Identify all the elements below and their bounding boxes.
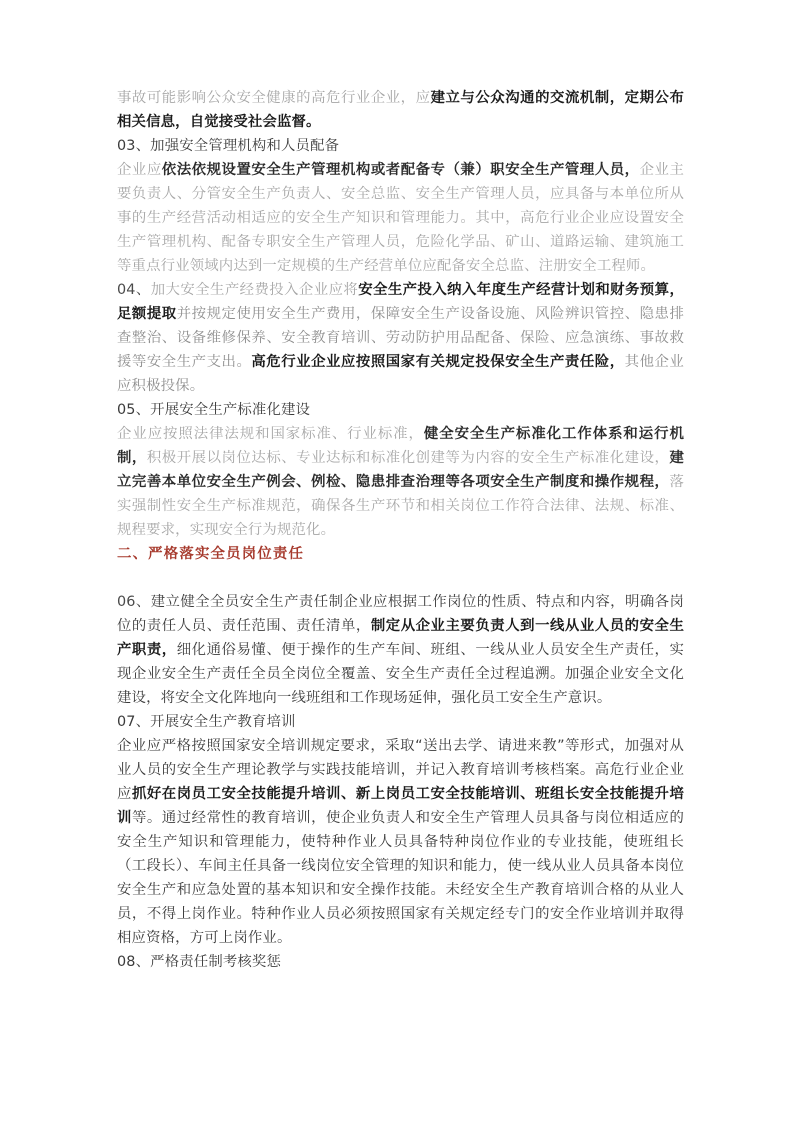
text-run: 04、 [117,282,151,298]
text-run: 建立健全全员安全生产责任制企业应根据工作岗位的性质、特点和内容，明确各岗位的责任人员、责任范围、责任清单， [117,594,684,634]
section-03-title [117,134,684,158]
text-run: 企业主要负责人、分管安全生产负责人、安全总监、安全生产管理人员，应具备与本单位所从事的生产经营活动相适应的安全生产知识和管理能力。其中，高危行业企业应设置安全生产管理机构、配备专职安全生产管理人员，危险化学品、矿山、道路运输、建筑施工等重点行业领域内达到一定规模的生产经营单位应配备安全总监、注册安全工程师。 [117,162,684,274]
section-06-body [117,590,684,710]
text-run: 06、 [117,594,151,610]
section-04-body [117,278,684,398]
text-run: 事故可能影响公众安全健康的高危行业企业，应 [117,90,431,106]
text-run: 积极开展以岗位达标、专业达标和标准化创建等为内容的安全生产标准化建设， [146,450,670,466]
text-run: 高危行业企业应按照国家有关规定投保安全生产责任险， [251,354,625,370]
section-08-title [117,950,684,974]
text-run: 03、加强安全管理机构和人员配备 [117,138,340,154]
text-run: 落实强制性安全生产标准规范，确保各生产环节和相关岗位工作符合法律、法规、标准、规程要求，实现安全行为规范化。 [117,474,684,538]
text-run: 企业应按照法律法规和国家标准、行业标准， [117,426,424,442]
section-05-title [117,398,684,422]
text-run: 制定从企业主要负责人到一线从业人员的安全生产职责， [117,618,684,658]
text-run: 等。通过经常性的教育培训，使企业负责人和安全生产管理人员具备与岗位相适应的安全生产知识和管理能力，使特种作业人员具备特种岗位作业的专业技能，使班组长（工段长）、车间主任具备一线岗位安全管理的知识和能力，使一线从业人员具备本岗位安全生产和应急处置的基本知识和安全操作技能。未经安全生产教育培训合格的从业人员，不得上岗作业。特种作业人员必须按照国家有关规定经专门的安全作业培训并取得相应资格，方可上岗作业。 [117,810,684,946]
section-07-title [117,710,684,734]
text-run: 细化通俗易懂、便于操作的生产车间、班组、一线从业人员安全生产责任，实现企业安全生产责任全员全岗位全覆盖、安全生产责任全过程追溯。加强企业安全文化建设，将安全文化阵地向一线班组和工作现场延伸，强化员工安全生产意识。 [117,642,684,706]
text-run: 加大安全生产经费投入企业应将 [150,282,359,298]
text-run: 建立与公众沟通的交流机制，定期公布相关信息，自觉接受社会监督。 [117,90,684,130]
section-07-body [117,734,684,950]
text-run: 05、开展安全生产标准化建设 [117,402,311,418]
section-03-body [117,158,684,278]
text-run: 健全安全生产标准化工作体系和运行机制， [117,426,684,466]
text-run: 其他企业应积极投保。 [117,354,684,394]
document-body [117,86,684,974]
text-run: 依法依规设置安全生产管理机构或者配备专（兼）职安全生产管理人员， [161,162,640,178]
text-run: 抓好在岗员工安全技能提升培训、新上岗员工安全技能培训、班组长安全技能提升培训 [117,786,684,826]
text-run: 企业应严格按照国家安全培训规定要求，采取“送出去学、请进来教”等形式，加强对从业人员的安全生产理论教学与实践技能培训，并记入教育培训考核档案。高危行业企业应 [117,738,684,802]
text-run: 企业应 [117,162,162,178]
text-run: 08、严格责任制考核奖惩 [117,954,282,970]
text-run: 并按规定使用安全生产费用，保障安全生产设备设施、风险辨识管控、隐患排查整治、设备维修保养、安全教育培训、劳动防护用品配备、保险、应急演练、事故救援等安全生产支出。 [117,306,684,370]
text-run: 建立完善本单位安全生产例会、例检、隐患排查治理等各项安全生产制度和操作规程， [117,450,684,490]
heading-section-two: 二、严格落实全员岗位责任 [117,546,305,562]
text-run: 07、开展安全生产教育培训 [117,714,296,730]
paragraph-opening [117,86,684,134]
section-05-body [117,422,684,542]
text-run: 安全生产投入纳入年度生产经营计划和财务预算，足额提取 [117,282,684,322]
